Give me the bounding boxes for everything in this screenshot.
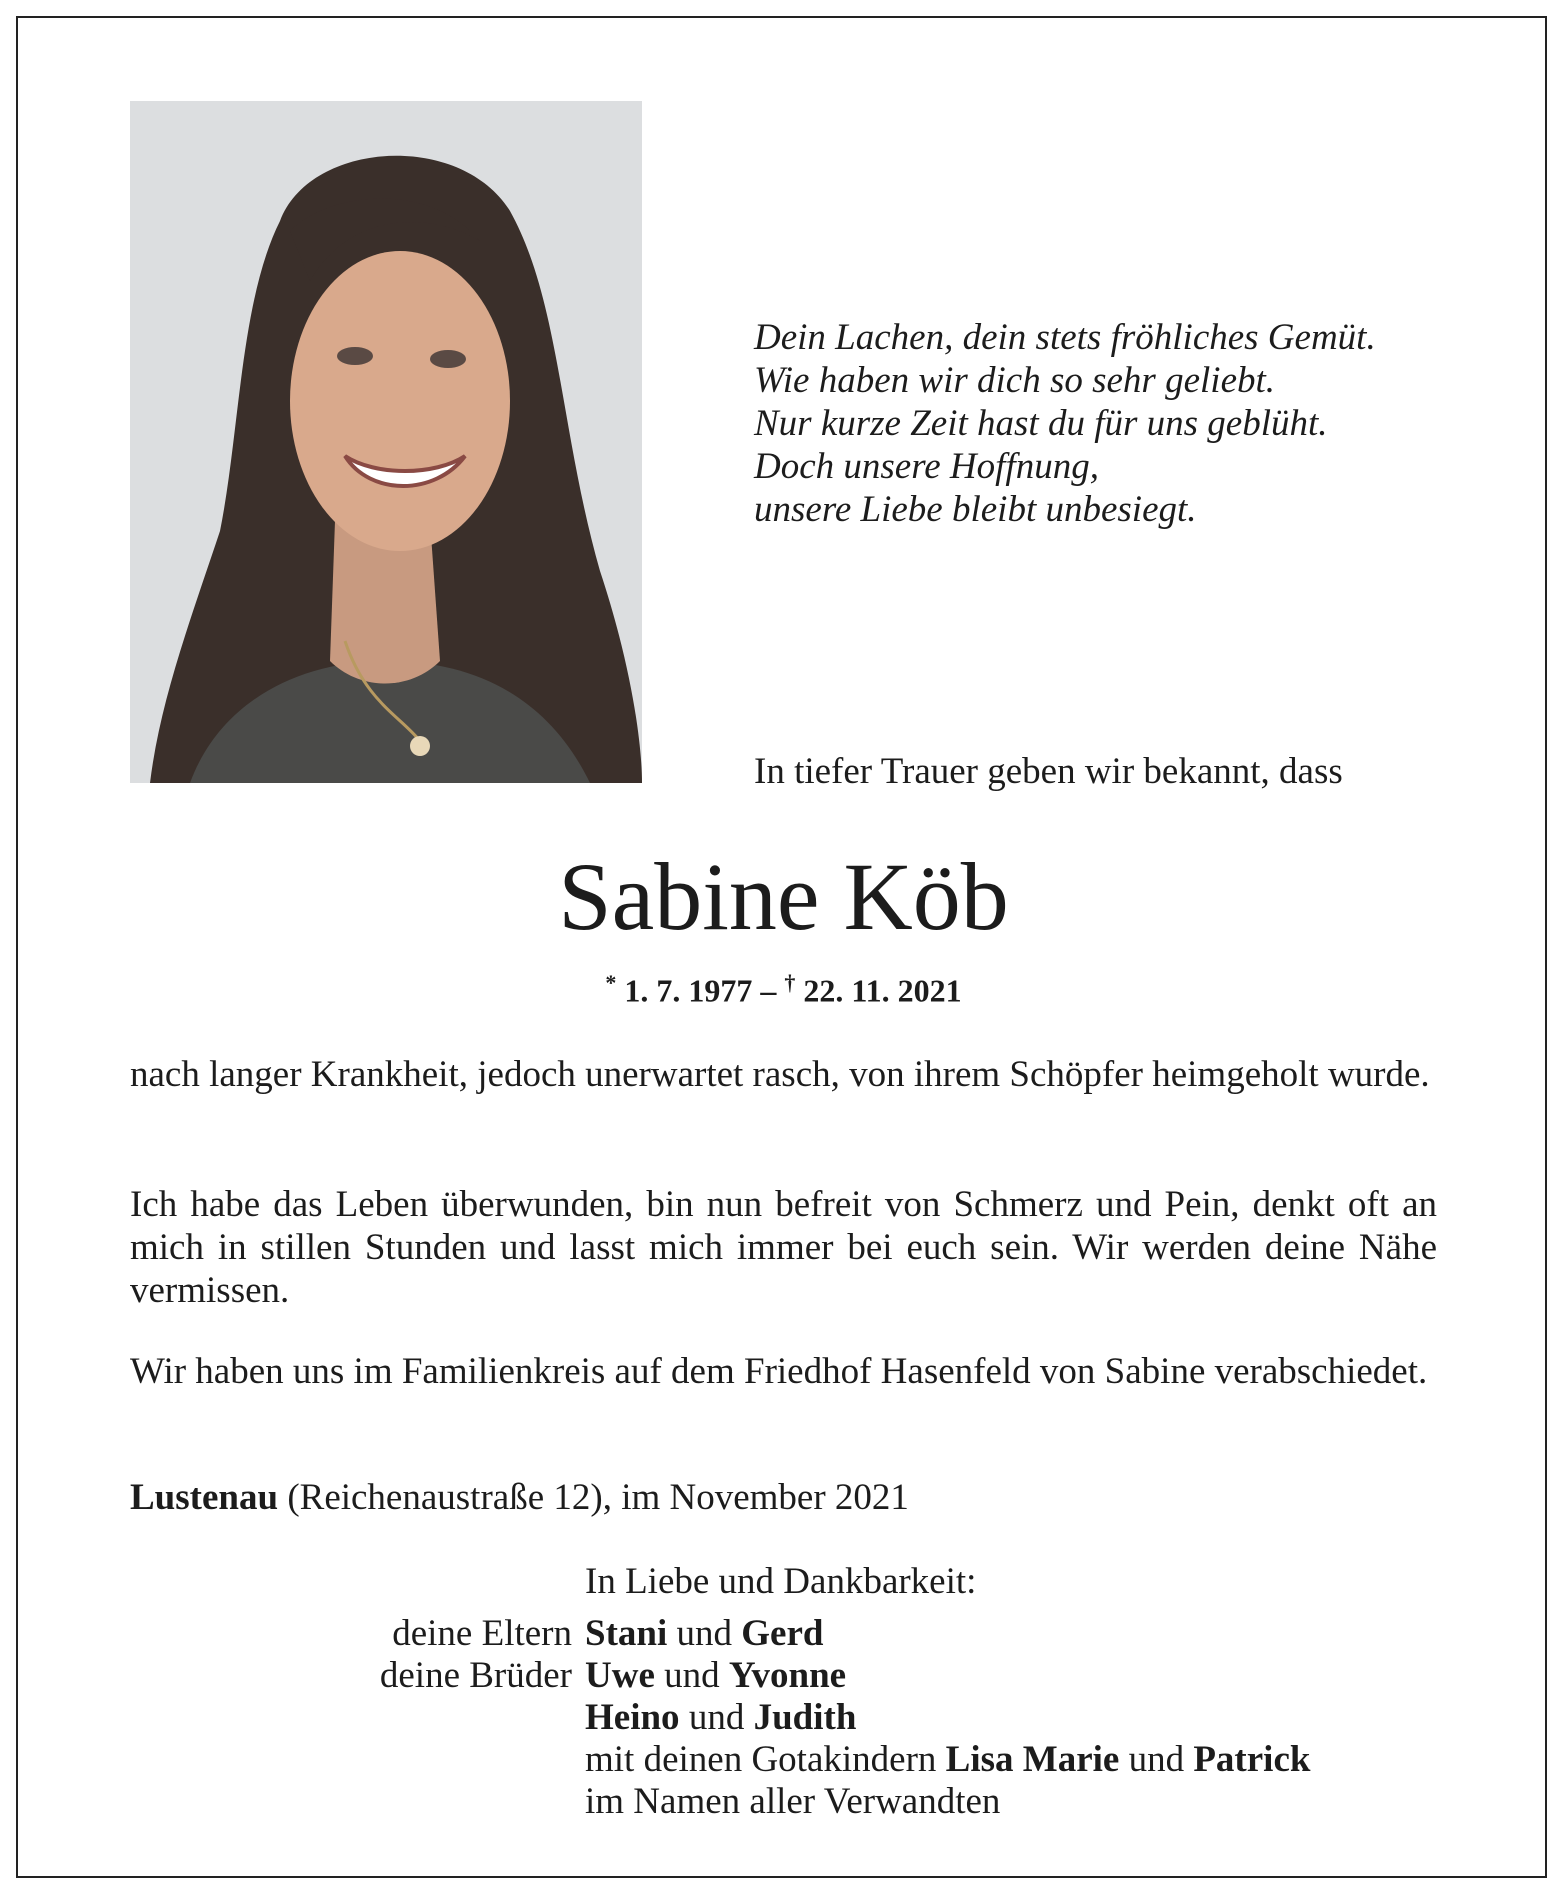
poem-line: unsere Liebe bleibt unbesiegt. [754, 489, 1197, 530]
brothers-names-2 [585, 1696, 856, 1739]
memorial-poem [754, 316, 1376, 531]
portrait-image [130, 101, 642, 783]
birth-symbol: * [605, 970, 617, 995]
closing-line: im Namen aller Verwandten [585, 1781, 1001, 1822]
godchild-name: Patrick [1193, 1739, 1311, 1780]
date-separator: – [752, 972, 785, 1009]
conjunction: und [667, 1613, 742, 1654]
parent-name: Gerd [741, 1613, 824, 1654]
funeral-info: Wir haben uns im Familienkreis auf dem Friedhof Hasenfeld von Sabine verabschiedet. [130, 1351, 1428, 1392]
parents-label: deine Eltern [392, 1613, 572, 1654]
poem-line: Wie haben wir dich so sehr geliebt. [754, 360, 1276, 401]
partner-name: Judith [753, 1697, 857, 1738]
conjunction: und [679, 1697, 754, 1738]
place-and-date [130, 1476, 909, 1519]
announcement-text: nach langer Krankheit, jedoch unerwartet rasch, von ihrem Schöpfer heimgeholt wurde. [130, 1054, 1430, 1095]
parents-names [585, 1612, 823, 1655]
conjunction: und [654, 1655, 729, 1696]
godchildren-line [585, 1738, 1310, 1781]
godchildren-prefix: mit deinen Gotakindern [585, 1739, 946, 1780]
brother-name: Uwe [585, 1655, 655, 1696]
godchild-name: Lisa Marie [945, 1739, 1120, 1780]
poem-line: Nur kurze Zeit hast du für uns geblüht. [754, 403, 1328, 444]
brother-name: Heino [585, 1697, 680, 1738]
brothers-label: deine Brüder [379, 1655, 572, 1696]
farewell-verse: Ich habe das Leben überwunden, bin nun befreit von Schmerz und Pein, denkt oft an mich in stillen Stunden und lasst mich immer bei euch sein. Wir werden deine Nähe vermissen. [130, 1184, 1437, 1311]
life-dates [0, 970, 1567, 1010]
birth-date: 1. 7. 1977 [624, 972, 753, 1009]
place-address-date: (Reichenaustraße 12), im November 2021 [278, 1477, 909, 1518]
brothers-names-1 [585, 1654, 846, 1697]
portrait-photo [130, 101, 642, 783]
poem-line: Doch unsere Hoffnung, [754, 446, 1099, 487]
place-town: Lustenau [130, 1477, 279, 1518]
signature-heading: In Liebe und Dankbarkeit: [585, 1561, 977, 1602]
death-date: 22. 11. 2021 [803, 972, 962, 1009]
announcement-intro: In tiefer Trauer geben wir bekannt, dass [754, 751, 1343, 792]
partner-name: Yvonne [728, 1655, 847, 1696]
poem-line: Dein Lachen, dein stets fröhliches Gemüt. [754, 317, 1376, 358]
parent-name: Stani [585, 1613, 668, 1654]
death-symbol: † [784, 970, 796, 995]
deceased-name: Sabine Köb [558, 843, 1009, 950]
conjunction: und [1119, 1739, 1194, 1780]
